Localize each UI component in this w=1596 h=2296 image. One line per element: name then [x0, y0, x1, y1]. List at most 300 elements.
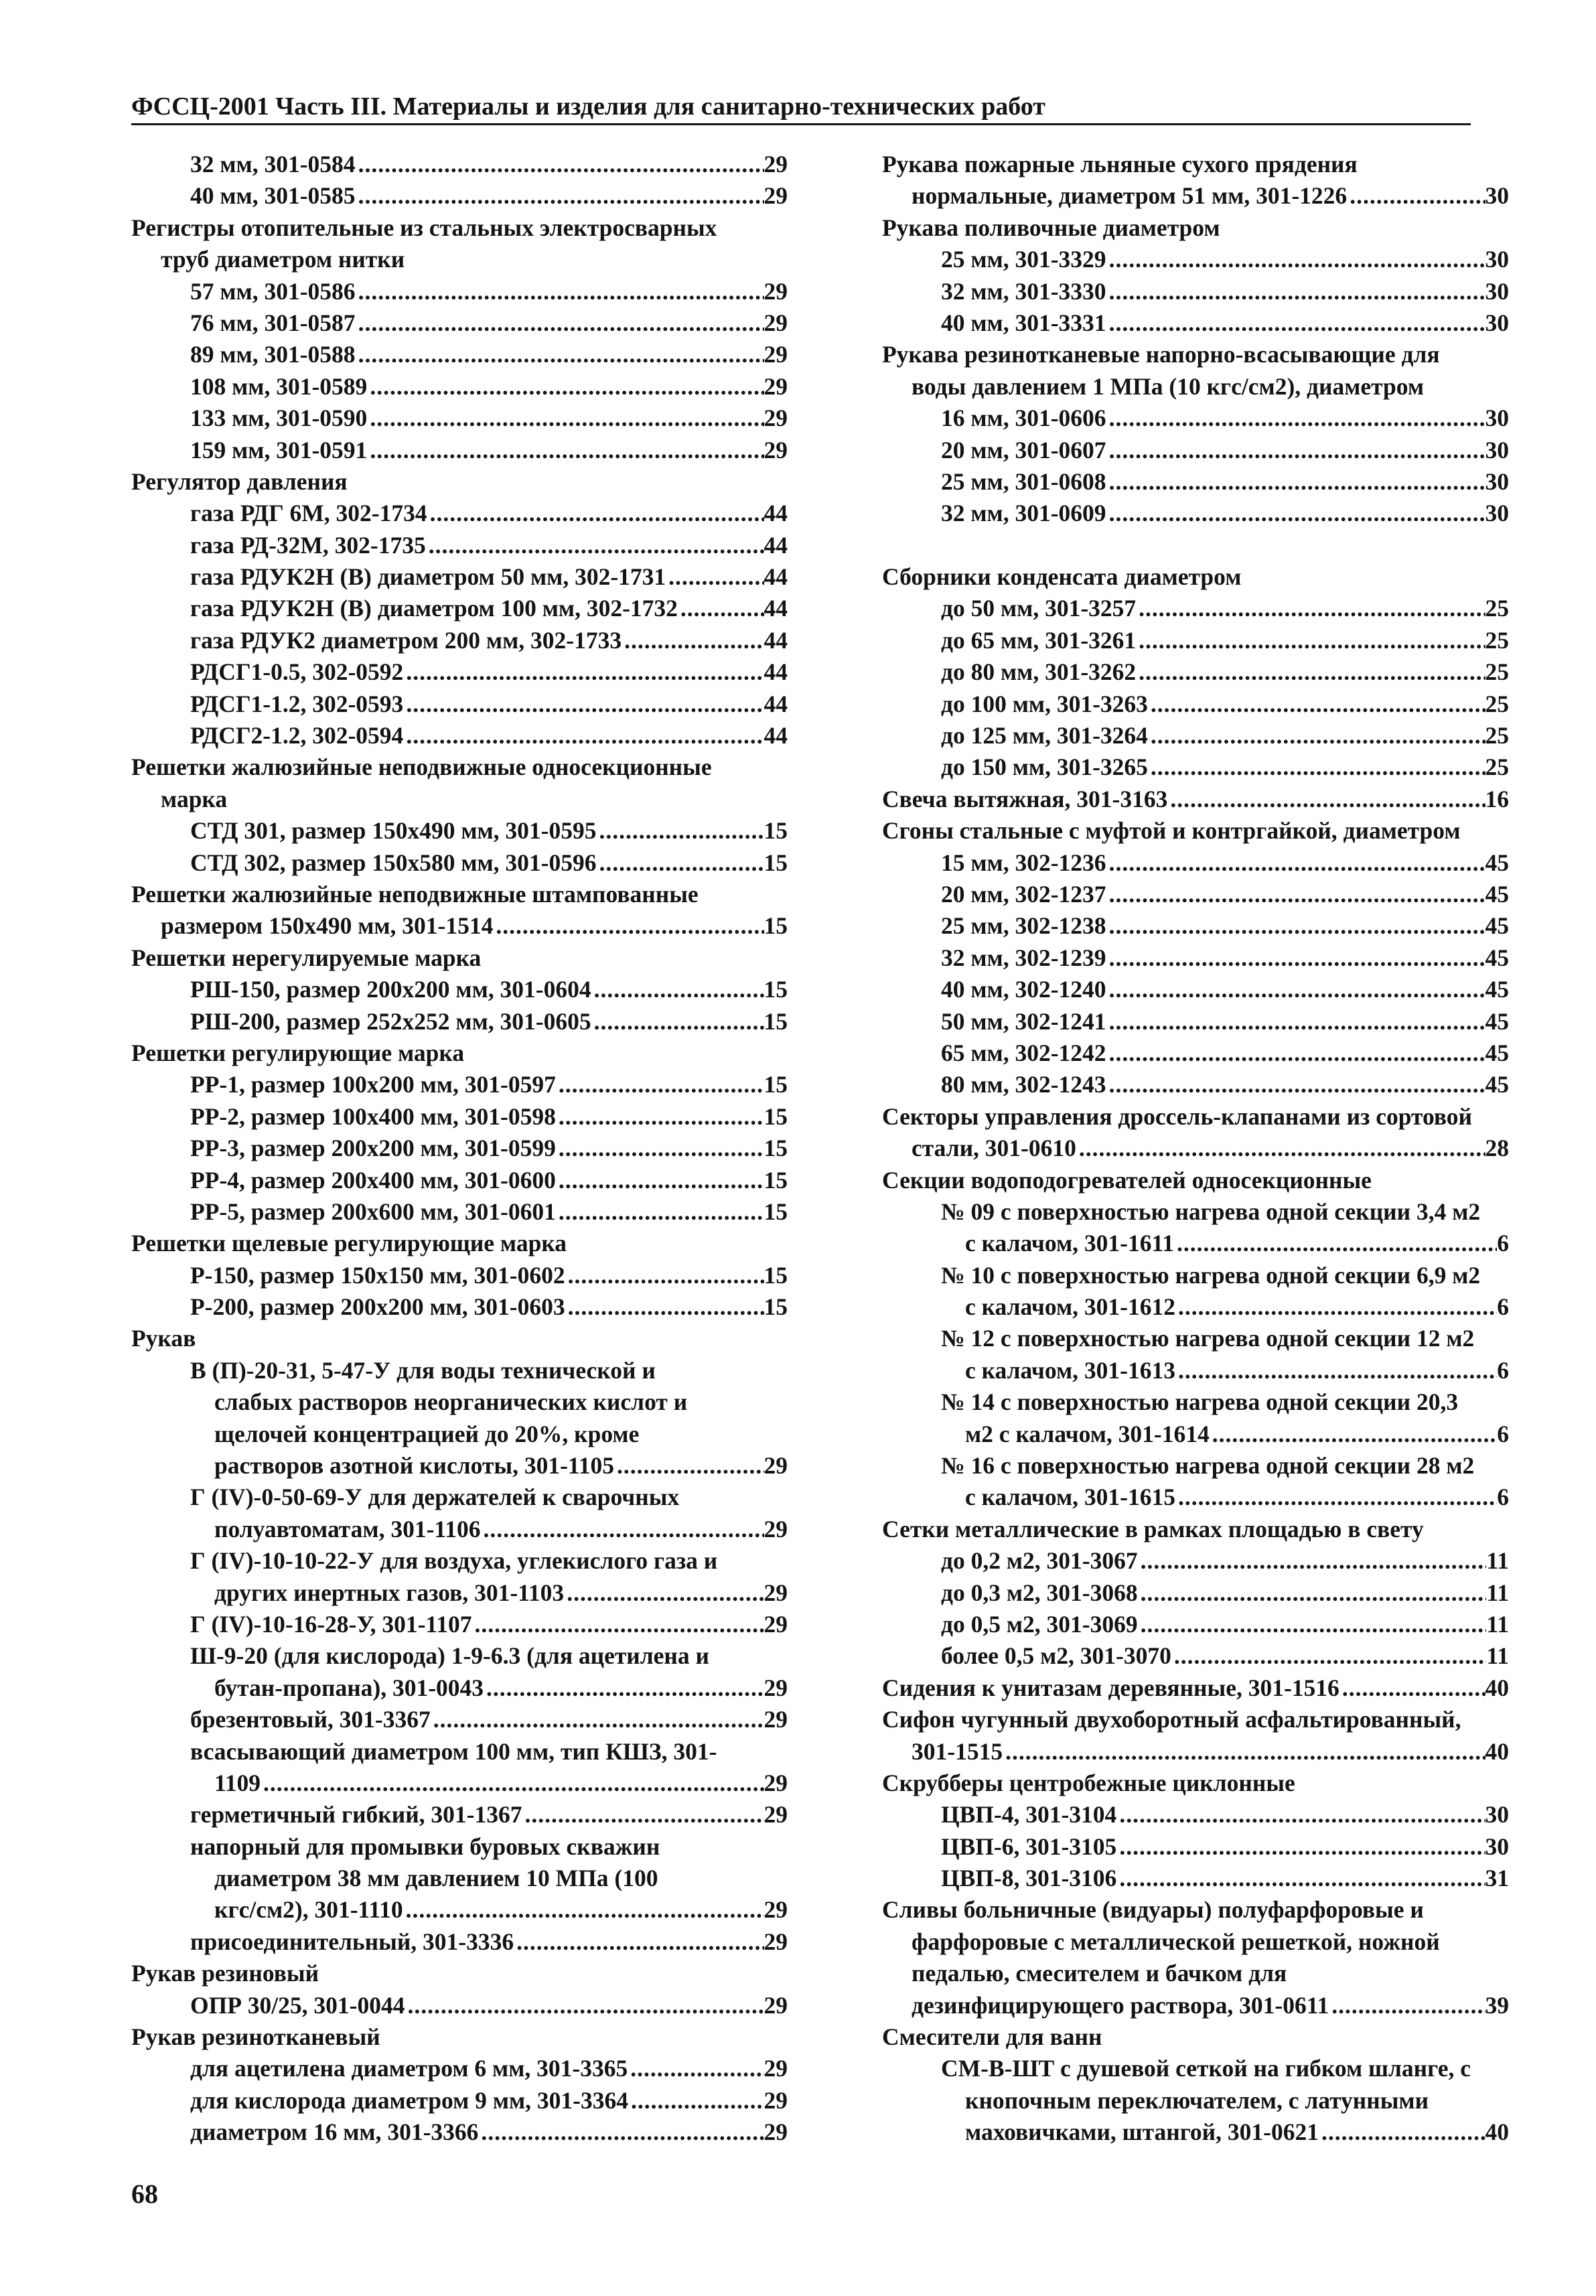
dot-leader	[367, 371, 764, 403]
index-entry	[131, 1672, 788, 1704]
dot-leader	[1136, 656, 1485, 688]
index-entry	[882, 1355, 1509, 1386]
entry-text: воды давлением 1 МПа (10 кгс/см2), диаметром	[912, 372, 1425, 400]
index-heading	[131, 212, 788, 244]
entry-page-number: 29	[764, 277, 788, 305]
entry-text: Сливы больничные (видуары) полуфарфоровые и	[882, 1896, 1424, 1924]
dot-leader	[1339, 1672, 1485, 1704]
index-heading	[131, 1419, 788, 1450]
entry-text: стали, 301-0610	[912, 1135, 1076, 1162]
entry-page-number: 25	[1485, 626, 1509, 654]
dot-leader	[564, 1577, 764, 1609]
entry-text: Решетки жалюзийные неподвижные односекционные	[131, 754, 712, 781]
entry-text: Р-150, размер 150х150 мм, 301-0602	[190, 1261, 565, 1289]
entry-page-number: 6	[1497, 1293, 1509, 1321]
index-entry	[131, 2053, 788, 2084]
entry-page-number: 30	[1485, 277, 1509, 305]
entry-page-number: 15	[764, 849, 788, 876]
index-entry	[882, 180, 1509, 212]
index-entry	[882, 1069, 1509, 1100]
index-entry	[882, 720, 1509, 751]
dot-leader	[1148, 720, 1485, 751]
entry-text: с калачом, 301-1612	[965, 1293, 1175, 1321]
index-entry	[131, 371, 788, 403]
index-entry	[882, 2116, 1509, 2148]
entry-text: Рукава поливочные диаметром	[882, 214, 1220, 241]
index-entry	[131, 1514, 788, 1545]
entry-page-number: 44	[764, 722, 788, 749]
dot-leader	[493, 910, 764, 942]
entry-text: труб диаметром нитки	[161, 246, 405, 273]
dot-leader	[1174, 1228, 1497, 1259]
index-heading	[131, 1386, 788, 1418]
index-entry	[882, 593, 1509, 624]
dot-leader	[471, 1609, 764, 1640]
entry-text: РДСГ2-1.2, 302-0594	[190, 722, 404, 749]
entry-text: В (П)-20-31, 5-47-У для воды технической и	[190, 1356, 656, 1384]
entry-page-number: 29	[764, 341, 788, 368]
entry-page-number: 44	[764, 626, 788, 654]
dot-leader	[1175, 1355, 1497, 1386]
entry-text: Г (IV)-10-10-22-У для воздуха, углекислого газа и	[190, 1547, 718, 1575]
dot-leader	[1106, 435, 1485, 466]
entry-text: № 09 с поверхностью нагрева одной секции 3,4 м2	[941, 1198, 1481, 1225]
dot-leader	[1106, 403, 1485, 434]
entry-text: до 50 мм, 301-3257	[941, 595, 1137, 622]
dot-leader	[1116, 1863, 1485, 1894]
index-heading	[882, 815, 1509, 847]
index-heading	[882, 212, 1509, 244]
entry-text: РШ-200, размер 252х252 мм, 301-0605	[190, 1007, 591, 1035]
entry-page-number: 25	[1485, 690, 1509, 717]
dot-leader	[1136, 625, 1485, 656]
index-entry	[131, 815, 788, 847]
dot-leader	[1076, 1133, 1485, 1164]
header-rule	[131, 123, 1471, 125]
dot-leader	[1138, 1577, 1487, 1609]
entry-text: с калачом, 301-1611	[965, 1230, 1174, 1257]
dot-leader	[367, 403, 764, 434]
entry-page-number: 28	[1485, 1135, 1509, 1162]
index-heading	[131, 751, 788, 783]
entry-text: ЦВП-6, 301-3105	[941, 1833, 1117, 1860]
entry-page-number: 25	[1485, 658, 1509, 686]
entry-page-number: 40	[1485, 1737, 1509, 1765]
entry-text: с калачом, 301-1615	[965, 1484, 1175, 1511]
entry-page-number: 29	[764, 182, 788, 210]
entry-text: Регулятор давления	[131, 468, 348, 495]
entry-text: 32 мм, 301-3330	[941, 277, 1106, 305]
entry-page-number: 29	[764, 1991, 788, 2019]
index-entry	[131, 1577, 788, 1609]
dot-leader	[1136, 593, 1485, 624]
entry-text: Решетки жалюзийные неподвижные штампованные	[131, 880, 699, 908]
index-entry	[882, 910, 1509, 942]
entry-page-number: 45	[1485, 944, 1509, 971]
entry-text: Р-200, размер 200х200 мм, 301-0603	[190, 1293, 565, 1321]
dot-leader	[1106, 276, 1485, 307]
page-number: 68	[131, 2179, 158, 2209]
entry-page-number: 6	[1497, 1356, 1509, 1384]
entry-text: газа РДУК2Н (В) диаметром 100 мм, 302-1732	[190, 595, 678, 622]
index-entry	[131, 307, 788, 339]
index-entry	[131, 910, 788, 942]
index-entry	[131, 1609, 788, 1640]
entry-text: РР-1, размер 100х200 мм, 301-0597	[190, 1071, 556, 1098]
entry-text: 40 мм, 301-3331	[941, 309, 1106, 336]
index-entry	[882, 1799, 1509, 1831]
dot-leader	[678, 593, 764, 624]
dot-leader	[1106, 910, 1485, 942]
entry-page-number: 15	[764, 1293, 788, 1321]
entry-page-number: 31	[1485, 1865, 1509, 1892]
dot-leader	[1171, 1640, 1487, 1672]
dot-leader	[1319, 2116, 1485, 2148]
dot-leader	[261, 1768, 764, 1799]
index-heading	[131, 1037, 788, 1069]
entry-text: герметичный гибкий, 301-1367	[190, 1801, 522, 1828]
index-heading	[882, 1323, 1509, 1354]
index-heading	[882, 1450, 1509, 1482]
entry-text: Решетки нерегулируемые марка	[131, 944, 482, 971]
entry-text: других инертных газов, 301-1103	[214, 1579, 565, 1606]
entry-page-number: 30	[1485, 436, 1509, 463]
index-heading	[882, 2085, 1509, 2116]
index-entry	[882, 1228, 1509, 1259]
entry-text: 108 мм, 301-0589	[190, 372, 368, 400]
entry-page-number: 15	[764, 1007, 788, 1035]
dot-leader	[1148, 751, 1485, 783]
index-heading	[131, 1863, 788, 1894]
entry-page-number: 29	[764, 1801, 788, 1828]
entry-page-number: 40	[1485, 1674, 1509, 1701]
entry-text: № 12 с поверхностью нагрева одной секции 12 м2	[941, 1325, 1475, 1352]
entry-text: всасывающий диаметром 100 мм, тип КШЗ, 301-	[190, 1737, 717, 1765]
dot-leader	[565, 1260, 764, 1291]
dot-leader	[1106, 1006, 1485, 1037]
dot-leader	[1175, 1482, 1497, 1513]
dot-leader	[1106, 307, 1485, 339]
index-entry	[882, 1640, 1509, 1672]
dot-leader	[522, 1799, 764, 1831]
dot-leader	[1347, 180, 1485, 212]
index-entry	[882, 498, 1509, 529]
dot-leader	[1175, 1291, 1497, 1323]
entry-page-number: 29	[764, 1769, 788, 1796]
entry-text: с калачом, 301-1613	[965, 1356, 1175, 1384]
entry-text: м2 с калачом, 301-1614	[965, 1420, 1210, 1447]
entry-text: РР-4, размер 200х400 мм, 301-0600	[190, 1166, 556, 1194]
entry-page-number: 25	[1485, 754, 1509, 781]
index-entry	[882, 942, 1509, 974]
entry-text: до 100 мм, 301-3263	[941, 690, 1148, 717]
entry-page-number: 44	[764, 690, 788, 717]
index-entry	[882, 1419, 1509, 1450]
entry-text: РДСГ1-1.2, 302-0593	[190, 690, 404, 717]
entry-page-number: 45	[1485, 912, 1509, 940]
dot-leader	[1106, 974, 1485, 1005]
dot-leader	[1106, 244, 1485, 275]
index-entry	[131, 561, 788, 593]
dot-leader	[597, 815, 764, 847]
index-heading	[882, 1926, 1509, 1958]
entry-text: газа РДУК2Н (В) диаметром 50 мм, 302-1731	[190, 563, 666, 591]
index-entry	[131, 498, 788, 529]
entry-text: газа РДГ 6М, 302-1734	[190, 500, 427, 527]
entry-text: газа РДУК2 диаметром 200 мм, 302-1733	[190, 626, 622, 654]
index-entry	[131, 689, 788, 720]
index-entry	[882, 1831, 1509, 1863]
dot-leader	[367, 435, 764, 466]
entry-text: РШ-150, размер 200х200 мм, 301-0604	[190, 976, 591, 1003]
entry-text: для кислорода диаметром 9 мм, 301-3364	[190, 2086, 628, 2114]
entry-page-number: 29	[764, 151, 788, 177]
index-heading	[131, 2021, 788, 2053]
entry-text: 57 мм, 301-0586	[190, 277, 356, 305]
entry-text: для ацетилена диаметром 6 мм, 301-3365	[190, 2055, 628, 2082]
dot-leader	[1138, 1609, 1487, 1640]
index-entry	[882, 1990, 1509, 2021]
entry-text: 1109	[214, 1769, 261, 1796]
index-entry	[131, 1291, 788, 1323]
entry-page-number: 39	[1485, 1991, 1509, 2019]
index-entry	[131, 656, 788, 688]
entry-page-number: 29	[764, 1706, 788, 1733]
index-entry	[131, 2085, 788, 2116]
entry-text: 15 мм, 302-1236	[941, 849, 1106, 876]
index-entry	[131, 1196, 788, 1228]
index-entry	[882, 1545, 1509, 1577]
entry-text: Ш-9-20 (для кислорода) 1-9-6.3 (для ацетилена и	[190, 1642, 709, 1670]
entry-page-number: 25	[1485, 595, 1509, 622]
entry-text: 32 мм, 301-0584	[190, 151, 356, 177]
entry-text: 25 мм, 301-0608	[941, 468, 1106, 495]
entry-text: полуавтоматам, 301-1106	[214, 1515, 481, 1542]
index-entry	[131, 1926, 788, 1958]
entry-text: Сетки металлические в рамках площадью в свету	[882, 1515, 1424, 1542]
entry-page-number: 29	[764, 1452, 788, 1480]
dot-leader	[1003, 1736, 1485, 1768]
entry-page-number: 45	[1485, 880, 1509, 908]
entry-text: 65 мм, 302-1242	[941, 1039, 1106, 1066]
index-entry	[131, 1069, 788, 1100]
entry-text: Рукава резинотканевые напорно-всасывающие для	[882, 341, 1440, 368]
entry-page-number: 29	[764, 309, 788, 336]
index-entry	[882, 656, 1509, 688]
entry-page-number: 45	[1485, 1071, 1509, 1098]
entry-text: нормальные, диаметром 51 мм, 301-1226	[912, 182, 1348, 210]
dot-leader	[1138, 1545, 1487, 1577]
index-entry	[131, 1450, 788, 1482]
dot-leader	[556, 1133, 764, 1164]
entry-text: до 150 мм, 301-3265	[941, 754, 1148, 781]
dot-leader	[405, 1990, 764, 2021]
index-entry	[882, 466, 1509, 498]
entry-text: 32 мм, 302-1239	[941, 944, 1106, 971]
dot-leader	[628, 2085, 764, 2116]
dot-leader	[484, 1672, 764, 1704]
index-heading	[882, 1101, 1509, 1133]
index-entry	[882, 1037, 1509, 1069]
entry-text: Г (IV)-0-50-69-У для держателей к сварочных	[190, 1484, 680, 1511]
entry-page-number: 29	[764, 1515, 788, 1542]
dot-leader	[591, 1006, 764, 1037]
index-entry	[131, 276, 788, 307]
dot-leader	[1106, 879, 1485, 910]
entry-text: диаметром 38 мм давлением 10 МПа (100	[214, 1865, 658, 1892]
entry-text: 20 мм, 301-0607	[941, 436, 1106, 463]
entry-text: Рукав резинотканевый	[131, 2023, 380, 2051]
index-entry	[131, 593, 788, 624]
dot-leader	[356, 307, 764, 339]
index-entry	[882, 1863, 1509, 1894]
blank-line	[882, 530, 1509, 561]
entry-text: присоединительный, 301-3336	[190, 1928, 514, 1955]
entry-text: Г (IV)-10-16-28-У, 301-1107	[190, 1610, 472, 1638]
index-entry	[882, 435, 1509, 466]
index-entry	[131, 625, 788, 656]
entry-page-number: 29	[764, 1610, 788, 1638]
index-entry	[882, 1482, 1509, 1513]
dot-leader	[514, 1926, 764, 1958]
index-entry	[131, 1894, 788, 1926]
index-heading	[882, 1768, 1509, 1799]
dot-leader	[403, 720, 764, 751]
entry-page-number: 44	[764, 531, 788, 559]
entry-text: 89 мм, 301-0588	[190, 341, 356, 368]
entry-text: № 10 с поверхностью нагрева одной секции 6,9 м2	[941, 1261, 1481, 1289]
index-heading	[131, 1482, 788, 1513]
index-heading	[882, 1514, 1509, 1545]
index-entry	[882, 1577, 1509, 1609]
dot-leader	[1167, 784, 1485, 815]
entry-page-number: 45	[1485, 1039, 1509, 1066]
index-entry	[131, 1990, 788, 2021]
entry-text: растворов азотной кислоты, 301-1105	[214, 1452, 614, 1480]
entry-page-number: 29	[764, 1579, 788, 1606]
entry-text: ЦВП-4, 301-3104	[941, 1801, 1117, 1828]
entry-page-number: 15	[764, 1198, 788, 1225]
index-entry	[131, 720, 788, 751]
index-heading	[882, 1958, 1509, 1989]
entry-text: Смесители для ванн	[882, 2023, 1102, 2051]
index-heading	[131, 1958, 788, 1989]
entry-text: до 125 мм, 301-3264	[941, 722, 1148, 749]
dot-leader	[1106, 498, 1485, 529]
index-entry	[131, 403, 788, 434]
entry-page-number: 15	[764, 1261, 788, 1289]
index-heading	[131, 244, 788, 275]
dot-leader	[1106, 466, 1485, 498]
index-entry	[131, 339, 788, 370]
index-heading	[131, 1355, 788, 1386]
entry-text: Рукава пожарные льняные сухого прядения	[882, 151, 1358, 177]
entry-page-number: 30	[1485, 309, 1509, 336]
entry-text: ЦВП-8, 301-3106	[941, 1865, 1117, 1892]
entry-text: до 0,3 м2, 301-3068	[941, 1579, 1138, 1606]
entry-page-number: 15	[764, 1102, 788, 1130]
dot-leader	[556, 1101, 764, 1133]
entry-text: Решетки регулирующие марка	[131, 1039, 465, 1066]
entry-text: кгс/см2), 301-1110	[214, 1896, 403, 1924]
index-heading	[131, 879, 788, 910]
dot-leader	[628, 2053, 764, 2084]
entry-page-number: 44	[764, 500, 788, 527]
index-entry	[131, 530, 788, 561]
entry-text: бутан-пропана), 301-0043	[214, 1674, 484, 1701]
entry-text: 16 мм, 301-0606	[941, 405, 1106, 432]
entry-page-number: 44	[764, 658, 788, 686]
entry-page-number: 6	[1497, 1484, 1509, 1511]
entry-page-number: 11	[1486, 1547, 1509, 1575]
entry-page-number: 6	[1497, 1420, 1509, 1447]
right-index-column	[882, 149, 1509, 2149]
index-heading	[131, 1640, 788, 1672]
dot-leader	[356, 339, 764, 370]
index-entry	[131, 1101, 788, 1133]
entry-text: РР-3, размер 200х200 мм, 301-0599	[190, 1135, 556, 1162]
dot-leader	[356, 276, 764, 307]
entry-text: СТД 301, размер 150х490 мм, 301-0595	[190, 817, 597, 845]
entry-page-number: 6	[1497, 1230, 1509, 1257]
entry-text: размером 150х490 мм, 301-1514	[161, 912, 494, 940]
entry-page-number: 45	[1485, 976, 1509, 1003]
entry-text: 159 мм, 301-0591	[190, 436, 368, 463]
entry-text: ОПР 30/25, 301-0044	[190, 1991, 405, 2019]
entry-text: 32 мм, 301-0609	[941, 500, 1106, 527]
entry-page-number: 29	[764, 2055, 788, 2082]
dot-leader	[597, 847, 764, 879]
entry-text: 40 мм, 301-0585	[190, 182, 356, 210]
entry-page-number: 29	[764, 405, 788, 432]
entry-text: Сборники конденсата диаметром	[882, 563, 1242, 591]
entry-page-number: 45	[1485, 849, 1509, 876]
entry-text: 20 мм, 302-1237	[941, 880, 1106, 908]
index-entry	[882, 1133, 1509, 1164]
entry-page-number: 11	[1486, 1642, 1509, 1670]
entry-page-number: 29	[764, 2086, 788, 2114]
dot-leader	[556, 1165, 764, 1196]
dot-leader	[403, 1894, 764, 1926]
index-entry	[882, 307, 1509, 339]
dot-leader	[666, 561, 764, 593]
entry-page-number: 30	[1485, 246, 1509, 273]
index-entry	[882, 879, 1509, 910]
entry-text: Сгоны стальные с муфтой и контргайкой, диаметром	[882, 817, 1461, 845]
entry-text: более 0,5 м2, 301-3070	[941, 1642, 1171, 1670]
index-entry	[882, 1672, 1509, 1704]
index-heading	[882, 1386, 1509, 1418]
dot-leader	[478, 2116, 764, 2148]
entry-page-number: 30	[1485, 1833, 1509, 1860]
dot-leader	[1106, 1037, 1485, 1069]
entry-text: до 80 мм, 301-3262	[941, 658, 1137, 686]
entry-text: Рукав	[131, 1325, 196, 1352]
entry-page-number: 30	[1485, 1801, 1509, 1828]
dot-leader	[614, 1450, 764, 1482]
entry-text: педалью, смесителем и бачком для	[912, 1960, 1287, 1987]
index-entry	[882, 1736, 1509, 1768]
entry-page-number: 30	[1485, 405, 1509, 432]
index-entry	[131, 435, 788, 466]
dot-leader	[1148, 689, 1485, 720]
entry-text: СМ-В-ШТ с душевой сеткой на гибком шланге, с	[941, 2055, 1471, 2082]
entry-page-number: 15	[764, 976, 788, 1003]
entry-page-number: 29	[764, 372, 788, 400]
entry-page-number: 15	[764, 817, 788, 845]
entry-text: 133 мм, 301-0590	[190, 405, 368, 432]
entry-text: РДСГ1-0.5, 302-0592	[190, 658, 404, 686]
